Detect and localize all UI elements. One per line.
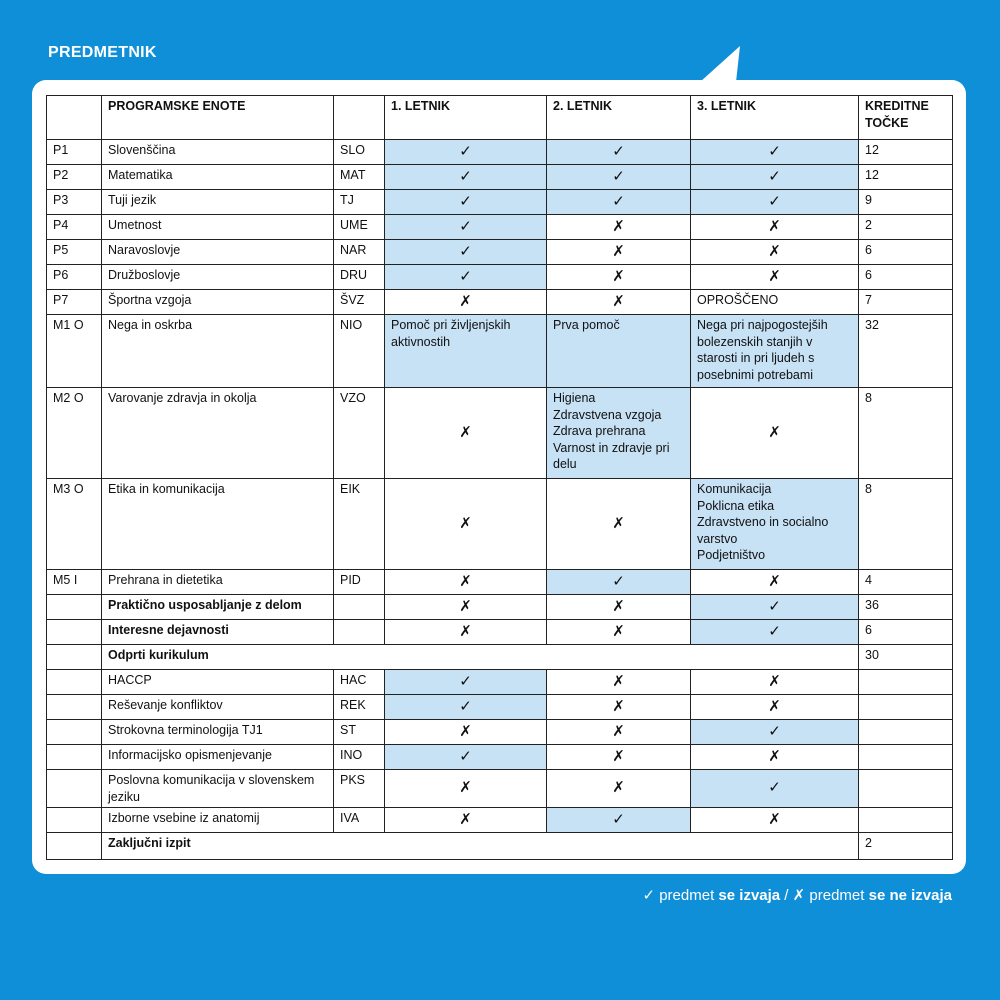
curriculum-table <box>46 95 953 860</box>
row-name: Varovanje zdravja in okolja <box>102 388 334 479</box>
row-name: Slovenščina <box>102 140 334 165</box>
cross-icon: ✗ <box>547 770 691 808</box>
cross-icon: ✗ <box>691 388 859 479</box>
row-credits <box>859 745 953 770</box>
check-icon: ✓ <box>385 165 547 190</box>
row-code: ŠVZ <box>334 290 385 315</box>
row-id <box>47 595 102 620</box>
row-id: P3 <box>47 190 102 215</box>
cross-icon: ✗ <box>547 595 691 620</box>
row-id <box>47 833 102 860</box>
row-code: DRU <box>334 265 385 290</box>
row-credits: 30 <box>859 645 953 670</box>
row-code: INO <box>334 745 385 770</box>
row-credits <box>859 695 953 720</box>
row-name: Naravoslovje <box>102 240 334 265</box>
row-code: EIK <box>334 479 385 570</box>
table-row <box>47 315 953 388</box>
row-code: NIO <box>334 315 385 388</box>
cross-icon: ✗ <box>691 570 859 595</box>
row-name: Izborne vsebine iz anatomij <box>102 808 334 833</box>
check-icon: ✓ <box>691 770 859 808</box>
table-row <box>47 720 953 745</box>
row-credits: 7 <box>859 290 953 315</box>
row-id <box>47 808 102 833</box>
table-row <box>47 645 953 670</box>
row-name: Zaključni izpit <box>102 833 859 860</box>
row-name: Športna vzgoja <box>102 290 334 315</box>
table-row <box>47 745 953 770</box>
row-name: Tuji jezik <box>102 190 334 215</box>
row-credits: 6 <box>859 265 953 290</box>
legend-bold-1: se izvaja <box>718 887 781 904</box>
row-name: Odprti kurikulum <box>102 645 859 670</box>
year-1-cell: Pomoč pri življenjskih aktivnostih <box>385 315 547 388</box>
cross-icon: ✗ <box>385 595 547 620</box>
cross-icon: ✗ <box>547 745 691 770</box>
cross-icon: ✗ <box>792 887 806 904</box>
legend-text-2: predmet <box>805 887 869 904</box>
check-icon: ✓ <box>385 695 547 720</box>
speech-bubble-tail <box>700 44 742 84</box>
row-id <box>47 620 102 645</box>
row-code: TJ <box>334 190 385 215</box>
row-name: Interesne dejavnosti <box>102 620 334 645</box>
row-code: ST <box>334 720 385 745</box>
cross-icon: ✗ <box>385 570 547 595</box>
row-name: Strokovna terminologija TJ1 <box>102 720 334 745</box>
row-code: SLO <box>334 140 385 165</box>
check-icon: ✓ <box>385 670 547 695</box>
check-icon: ✓ <box>385 215 547 240</box>
row-id: P7 <box>47 290 102 315</box>
table-row <box>47 770 953 808</box>
cross-icon: ✗ <box>385 770 547 808</box>
check-icon: ✓ <box>691 165 859 190</box>
cross-icon: ✗ <box>385 808 547 833</box>
cross-icon: ✗ <box>547 695 691 720</box>
header-year-3: 3. LETNIK <box>691 96 859 140</box>
table-row <box>47 670 953 695</box>
row-credits: 6 <box>859 240 953 265</box>
row-code: PKS <box>334 770 385 808</box>
year-3-cell: Nega pri najpogostejših bolezenskih stanjih v starosti in pri ljudeh s posebnimi potrebami <box>691 315 859 388</box>
header-row <box>47 96 953 140</box>
row-id: M1 O <box>47 315 102 388</box>
cross-icon: ✗ <box>691 215 859 240</box>
row-id: M3 O <box>47 479 102 570</box>
row-name: Etika in komunikacija <box>102 479 334 570</box>
row-code: VZO <box>334 388 385 479</box>
check-icon: ✓ <box>547 570 691 595</box>
row-credits <box>859 808 953 833</box>
page-title: PREDMETNIK <box>48 44 157 61</box>
row-credits: 2 <box>859 215 953 240</box>
check-icon: ✓ <box>691 190 859 215</box>
table-row <box>47 620 953 645</box>
cross-icon: ✗ <box>691 695 859 720</box>
row-credits <box>859 720 953 745</box>
row-id: P1 <box>47 140 102 165</box>
row-credits: 12 <box>859 140 953 165</box>
table-row <box>47 165 953 190</box>
table-row <box>47 479 953 570</box>
row-credits: 32 <box>859 315 953 388</box>
row-credits: 12 <box>859 165 953 190</box>
row-code <box>334 620 385 645</box>
cross-icon: ✗ <box>691 265 859 290</box>
row-id: M5 I <box>47 570 102 595</box>
row-credits <box>859 670 953 695</box>
row-credits: 36 <box>859 595 953 620</box>
table-row <box>47 140 953 165</box>
row-name: Prehrana in dietetika <box>102 570 334 595</box>
cross-icon: ✗ <box>385 479 547 570</box>
row-code <box>334 595 385 620</box>
row-code: NAR <box>334 240 385 265</box>
row-id <box>47 745 102 770</box>
year-2-cell: Prva pomoč <box>547 315 691 388</box>
row-credits: 6 <box>859 620 953 645</box>
row-name: Matematika <box>102 165 334 190</box>
check-icon: ✓ <box>547 140 691 165</box>
cross-icon: ✗ <box>547 620 691 645</box>
row-id <box>47 695 102 720</box>
check-icon: ✓ <box>385 745 547 770</box>
cross-icon: ✗ <box>547 720 691 745</box>
table-row <box>47 388 953 479</box>
table-row <box>47 240 953 265</box>
year-3-cell: Komunikacija Poklicna etika Zdravstveno in socialno varstvo Podjetništvo <box>691 479 859 570</box>
row-credits <box>859 770 953 808</box>
year-3-cell: OPROŠČENO <box>691 290 859 315</box>
cross-icon: ✗ <box>547 240 691 265</box>
check-icon: ✓ <box>547 190 691 215</box>
row-name: Reševanje konfliktov <box>102 695 334 720</box>
row-name: Družboslovje <box>102 265 334 290</box>
header-year-1: 1. LETNIK <box>385 96 547 140</box>
row-name: Poslovna komunikacija v slovenskem jeziku <box>102 770 334 808</box>
row-id: P5 <box>47 240 102 265</box>
table-row <box>47 190 953 215</box>
legend-separator: / <box>780 887 793 904</box>
check-icon: ✓ <box>385 190 547 215</box>
legend <box>642 886 952 904</box>
row-credits: 8 <box>859 388 953 479</box>
row-code: MAT <box>334 165 385 190</box>
row-code: PID <box>334 570 385 595</box>
cross-icon: ✗ <box>385 388 547 479</box>
check-icon: ✓ <box>691 595 859 620</box>
check-icon: ✓ <box>547 165 691 190</box>
year-2-cell: Higiena Zdravstvena vzgoja Zdrava prehrana Varnost in zdravje pri delu <box>547 388 691 479</box>
row-code: HAC <box>334 670 385 695</box>
cross-icon: ✗ <box>547 265 691 290</box>
cross-icon: ✗ <box>547 479 691 570</box>
check-icon: ✓ <box>691 140 859 165</box>
row-id: M2 O <box>47 388 102 479</box>
table-row <box>47 290 953 315</box>
cross-icon: ✗ <box>385 620 547 645</box>
cross-icon: ✗ <box>691 670 859 695</box>
check-icon: ✓ <box>547 808 691 833</box>
row-id: P4 <box>47 215 102 240</box>
check-icon: ✓ <box>642 887 656 904</box>
cross-icon: ✗ <box>385 720 547 745</box>
table-row <box>47 265 953 290</box>
row-name: Praktično usposabljanje z delom <box>102 595 334 620</box>
check-icon: ✓ <box>691 620 859 645</box>
row-id <box>47 670 102 695</box>
row-id <box>47 770 102 808</box>
check-icon: ✓ <box>385 265 547 290</box>
cross-icon: ✗ <box>691 240 859 265</box>
table-row <box>47 570 953 595</box>
table-row <box>47 808 953 833</box>
cross-icon: ✗ <box>385 290 547 315</box>
row-name: Informacijsko opismenjevanje <box>102 745 334 770</box>
cross-icon: ✗ <box>547 215 691 240</box>
row-credits: 2 <box>859 833 953 860</box>
row-name: Umetnost <box>102 215 334 240</box>
row-name: Nega in oskrba <box>102 315 334 388</box>
legend-text-1: predmet <box>655 887 719 904</box>
cross-icon: ✗ <box>691 745 859 770</box>
header-code <box>334 96 385 140</box>
row-id: P2 <box>47 165 102 190</box>
header-program-units: PROGRAMSKE ENOTE <box>102 96 334 140</box>
row-code: IVA <box>334 808 385 833</box>
table-row <box>47 695 953 720</box>
table-row <box>47 215 953 240</box>
header-credits: KREDITNE TOČKE <box>859 96 953 140</box>
row-code: REK <box>334 695 385 720</box>
check-icon: ✓ <box>691 720 859 745</box>
table-row <box>47 595 953 620</box>
cross-icon: ✗ <box>547 290 691 315</box>
table-row <box>47 833 953 860</box>
row-credits: 4 <box>859 570 953 595</box>
cross-icon: ✗ <box>547 670 691 695</box>
row-id <box>47 720 102 745</box>
row-id <box>47 645 102 670</box>
row-name: HACCP <box>102 670 334 695</box>
legend-bold-2: se ne izvaja <box>868 887 952 904</box>
check-icon: ✓ <box>385 140 547 165</box>
row-credits: 9 <box>859 190 953 215</box>
check-icon: ✓ <box>385 240 547 265</box>
header-id <box>47 96 102 140</box>
row-code: UME <box>334 215 385 240</box>
header-year-2: 2. LETNIK <box>547 96 691 140</box>
row-id: P6 <box>47 265 102 290</box>
cross-icon: ✗ <box>691 808 859 833</box>
row-credits: 8 <box>859 479 953 570</box>
